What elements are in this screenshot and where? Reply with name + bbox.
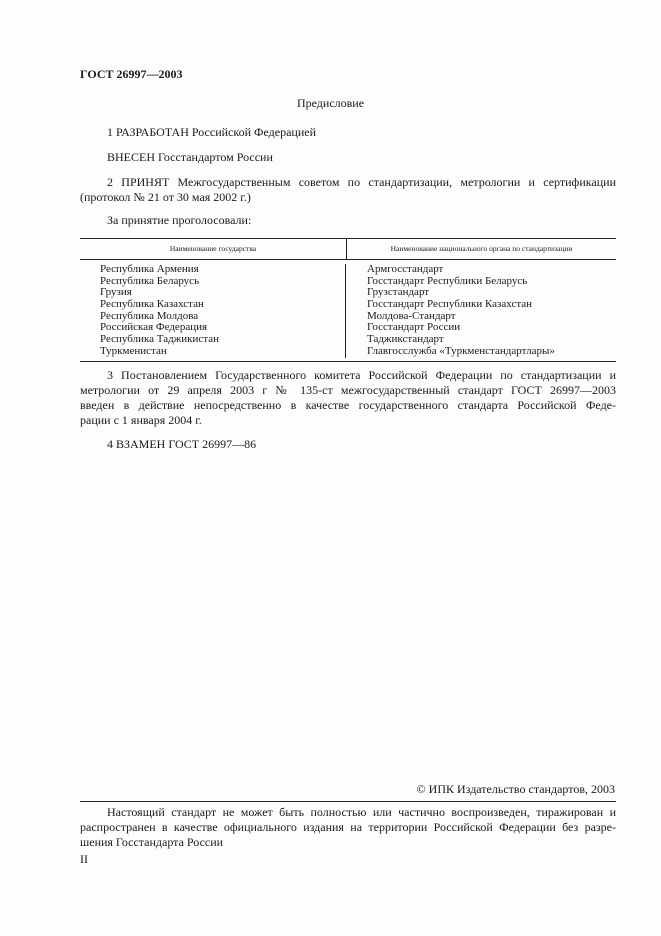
- state-name: Республика Казахстан: [100, 298, 204, 311]
- standards-body-name: Таджикстандарт: [367, 333, 444, 346]
- item-4-replaces: 4 ВЗАМЕН ГОСТ 26997—86: [107, 437, 257, 451]
- state-name: Туркменистан: [100, 344, 167, 357]
- page-number: II: [80, 852, 88, 866]
- item-1-introduced: ВНЕСЕН Госстандартом России: [107, 150, 273, 164]
- voting-table: [80, 238, 616, 362]
- column-header-body: Наименование национального органа по стандартизации: [390, 244, 573, 253]
- item-3-line-2: метрологии от 29 апреля 2003 г № 135-ст межгосударственный стандарт ГОСТ 26997—2003: [80, 383, 616, 397]
- page-title: Предисловие: [296, 96, 365, 110]
- standards-body-name: Главгосслужба «Туркменстандартлары»: [367, 344, 555, 357]
- document-header: ГОСТ 26997—2003: [80, 67, 183, 81]
- table-header-row: [80, 239, 616, 260]
- standards-body-name: Армгосстандарт: [367, 263, 444, 275]
- item-2-paragraph: [80, 175, 616, 205]
- item-2-line-1: 2 ПРИНЯТ Межгосударственным советом по стандартизации, метрологии и сертификации: [107, 175, 616, 189]
- notice-line-3: шения Госстандарта России: [80, 835, 224, 849]
- item-3-paragraph: [80, 368, 616, 428]
- state-name: Республика Таджикистан: [100, 333, 219, 346]
- item-1-developed: 1 РАЗРАБОТАН Российской Федерацией: [107, 125, 316, 139]
- item-3-line-1: 3 Постановлением Государственного комитета Российской Федерации по стандартизации и: [107, 368, 616, 382]
- item-2-line-2: (протокол № 21 от 30 мая 2002 г.): [80, 190, 251, 204]
- copyright-notice: © ИПК Издательство стандартов, 2003: [416, 782, 615, 796]
- voted-label: За принятие проголосовали:: [107, 213, 252, 227]
- states-column: [80, 264, 346, 358]
- table-body: [80, 260, 616, 361]
- state-name: Республика Армения: [100, 263, 199, 275]
- notice-line-2: распространен в качестве официального издания на территории Российской Федерации без разре-: [80, 820, 616, 834]
- item-3-line-3: введен в действие непосредственно в качестве государственного стандарта Российской Феде-: [80, 398, 616, 412]
- notice-line-1: Настоящий стандарт не может быть полностью или частично воспроизведен, тиражирован и: [107, 805, 616, 819]
- reproduction-notice: [80, 805, 616, 850]
- state-name: Республика Молдова: [100, 309, 199, 322]
- column-header-state: Наименование государства: [80, 239, 347, 259]
- separator-line: [80, 801, 616, 802]
- state-name: Российская Федерация: [100, 321, 208, 334]
- standards-body-name: Госстандарт России: [367, 321, 461, 334]
- item-3-line-4: рации с 1 января 2004 г.: [80, 413, 202, 427]
- bodies-column: [346, 264, 616, 358]
- standards-body-name: Госстандарт Республики Беларусь: [367, 274, 528, 287]
- standards-body-name: Госстандарт Республики Казахстан: [367, 298, 533, 311]
- standards-body-name: Молдова-Стандарт: [367, 309, 456, 322]
- state-name: Грузия: [100, 286, 132, 299]
- standards-body-name: Грузстандарт: [367, 286, 430, 299]
- state-name: Республика Беларусь: [100, 274, 200, 287]
